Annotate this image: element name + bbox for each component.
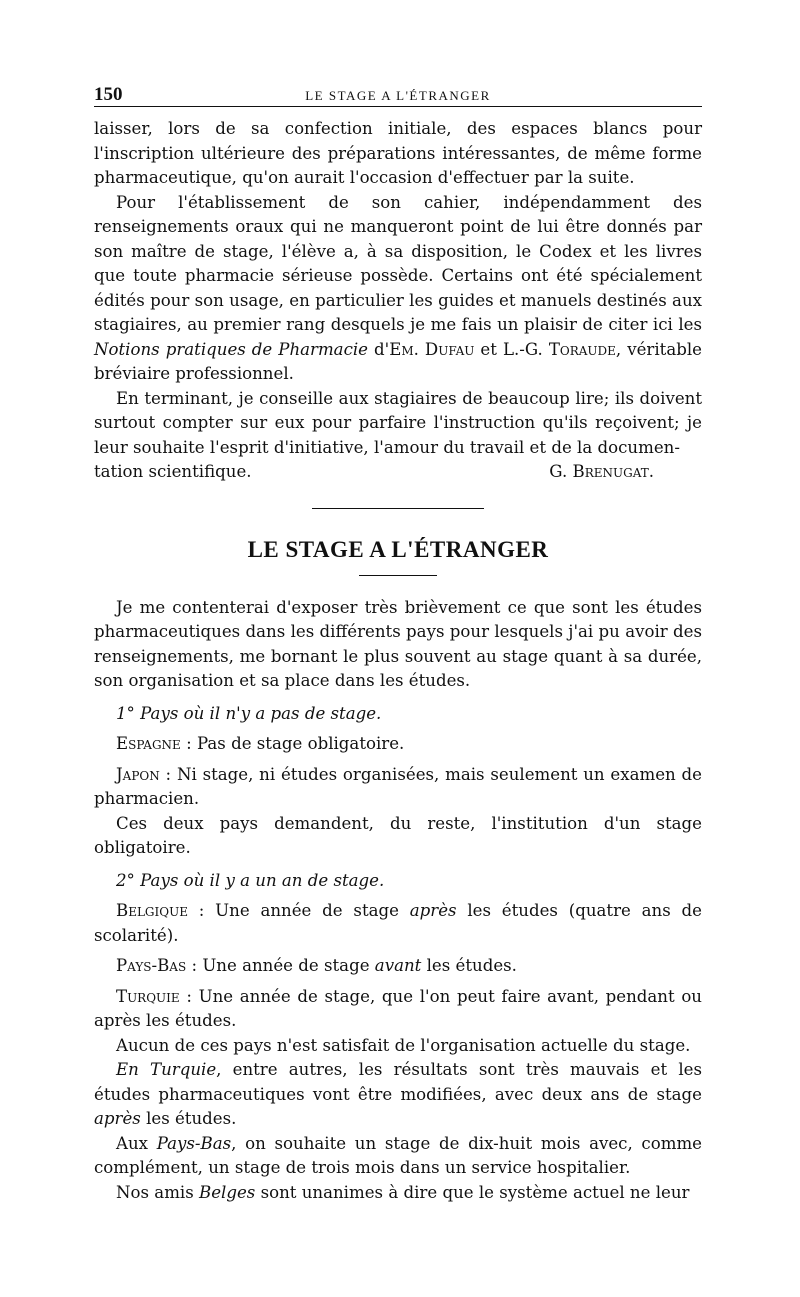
emphasis: En Turquie — [116, 1060, 217, 1079]
paragraph — [94, 1058, 702, 1132]
country-entry — [94, 954, 702, 979]
author-name: L.-G. Toraude — [502, 339, 616, 359]
paragraph — [94, 117, 702, 191]
paragraph-text: tation scientifique. — [94, 462, 252, 481]
paragraph-text: : Une année de stage — [186, 956, 375, 975]
signature-line — [94, 460, 702, 485]
emphasis: Pays-Bas — [156, 1133, 232, 1153]
paragraph-text: les études. — [140, 1109, 237, 1128]
book-page — [94, 80, 702, 1205]
subheading-text: 1° Pays où il n'y a pas de stage. — [116, 703, 382, 723]
paragraph-text: les études (quatre ans de scolarité). — [94, 901, 702, 945]
section-divider — [312, 508, 484, 509]
running-title: LE STAGE A L'ÉTRANGER — [305, 88, 491, 103]
paragraph-text: : Une année de stage — [187, 901, 410, 920]
paragraph-text: , entre autres, les résultats sont très mauvais et les études pharmaceutiques vont être modifiées, avec deux ans de stage — [94, 1060, 703, 1104]
page-number: 150 — [94, 84, 123, 105]
signature: G. Brenugat. — [549, 462, 654, 481]
section-title: LE STAGE A L'ÉTRANGER — [247, 536, 549, 562]
emphasis: après — [409, 901, 457, 920]
paragraph-text: d' — [368, 339, 390, 359]
country-label: Belgique — [116, 901, 188, 920]
emphasis: après — [94, 1109, 141, 1128]
paragraph-text: laisser, lors de sa confection initiale, des espaces blancs pour l'inscription ultérieure des préparations intéressantes, de même forme pharmaceutique, qu'on aurait l'occasion d'effectuer par la suite. — [94, 119, 702, 187]
paragraph-text: Aucun de ces pays n'est satisfait de l'organisation actuelle du stage. — [116, 1035, 691, 1055]
paragraph-text: , véritable bréviaire professionnel. — [94, 339, 702, 383]
subheading — [94, 702, 702, 727]
country-label: Japon — [116, 764, 160, 784]
paragraph-text: : Ni stage, ni études organisées, mais seulement un examen de pharmacien. — [94, 764, 702, 808]
paragraph-text: : Pas de stage obligatoire. — [180, 734, 405, 753]
subheading-text: 2° Pays où il y a un an de stage. — [116, 870, 385, 890]
country-entry — [94, 763, 702, 812]
paragraph-text: En terminant, je conseille aux stagiaires de beaucoup lire; ils doivent surtout compter sur eux pour parfaire l'instruction qu'ils reçoivent; je leur souhaite l'esprit d'initiative, l'amour du travail et de la documen- — [94, 388, 702, 457]
paragraph-text: Nos amis — [116, 1182, 200, 1202]
subheading — [94, 869, 702, 894]
paragraph-text: sont unanimes à dire que le système actuel ne leur — [255, 1182, 690, 1202]
country-label: Pays-Bas — [116, 956, 187, 975]
author-name: Em. Dufau — [389, 339, 475, 359]
country-entry — [94, 899, 702, 948]
paragraph — [94, 596, 702, 694]
paragraph — [94, 812, 702, 861]
preceding-article — [94, 117, 702, 485]
emphasis: avant — [374, 956, 422, 975]
paragraph-text: Ces deux pays demandent, du reste, l'institution d'un stage obligatoire. — [94, 813, 702, 857]
paragraph-text: Aux — [116, 1133, 157, 1153]
paragraph-text: , on souhaite un stage de dix-huit mois avec, comme complément, un stage de trois mois dans un service hospitalier. — [94, 1133, 702, 1177]
paragraph-text: Pour l'établissement de son cahier, indépendamment des renseignements oraux qui ne manqueront point de lui être donnés par son maître de stage, l'élève a, à sa disposition, le Codex et les livres que toute pharmacie sérieuse possède. Certains ont été spécialement édités pour son usage, en particulier les guides et manuels destinés aux stagiaires, au premier rang desquels je me fais un plaisir de citer ici les — [94, 192, 702, 334]
paragraph-text: Je me contenterai d'exposer très brièvement ce que sont les études pharmaceutiques dans les différents pays pour lesquels j'ai pu avoir des renseignements, me bornant le plus souvent au stage quant à sa durée, son organisation et sa place dans les études. — [94, 597, 702, 690]
country-entry — [94, 732, 702, 757]
country-label: Turquie — [116, 986, 180, 1006]
running-head — [94, 80, 702, 107]
paragraph — [94, 1034, 702, 1059]
paragraph — [94, 191, 702, 387]
paragraph-text: les études. — [421, 956, 517, 975]
paragraph-text: et — [474, 339, 503, 359]
paragraph-text: : Une année de stage, que l'on peut faire avant, pendant ou après les études. — [94, 986, 702, 1030]
book-title: Notions pratiques de Pharmacie — [94, 339, 368, 359]
title-underline — [359, 575, 437, 576]
paragraph — [94, 387, 702, 461]
country-entry — [94, 985, 702, 1034]
paragraph — [94, 1181, 702, 1206]
emphasis: Belges — [199, 1182, 256, 1202]
paragraph — [94, 1132, 702, 1181]
section-body — [94, 596, 702, 1206]
country-label: Espagne — [116, 734, 181, 753]
